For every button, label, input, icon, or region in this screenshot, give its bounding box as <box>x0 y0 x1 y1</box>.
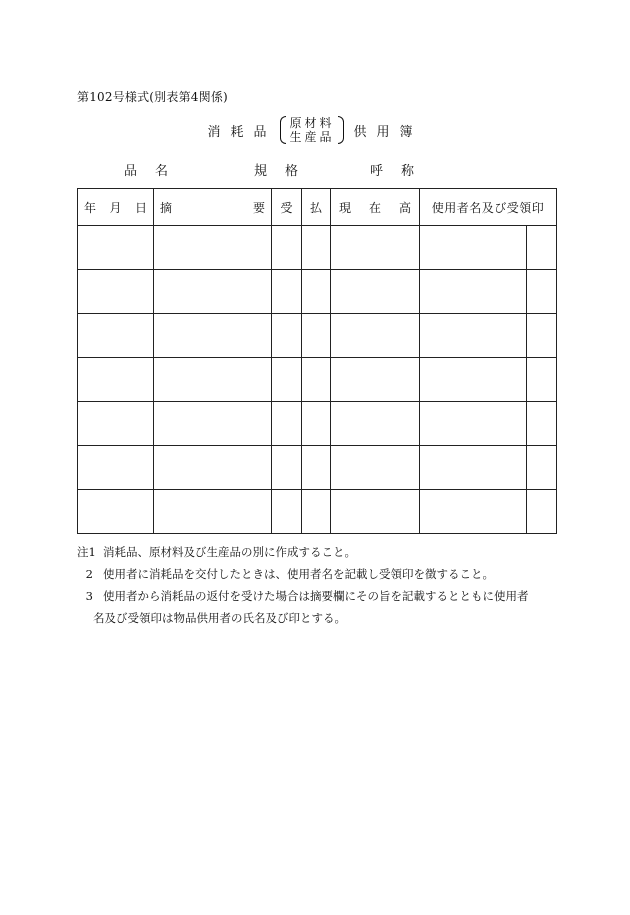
cell-summary[interactable] <box>154 358 272 402</box>
cell-seal[interactable] <box>527 270 557 314</box>
right-brace-icon <box>338 116 344 144</box>
cell-seal[interactable] <box>527 226 557 270</box>
cell-receive[interactable] <box>272 358 302 402</box>
cell-receive[interactable] <box>272 226 302 270</box>
cell-date[interactable] <box>78 402 154 446</box>
cell-receive[interactable] <box>272 490 302 534</box>
spec-label: 規格 <box>254 164 317 179</box>
header-year: 年 <box>84 200 97 215</box>
title-suffix: 供用簿 <box>353 124 423 140</box>
header-summary-1: 摘 <box>160 200 173 215</box>
header-summary-2: 要 <box>252 200 265 215</box>
ledger-body <box>78 226 557 534</box>
cell-summary[interactable] <box>154 402 272 446</box>
cell-current[interactable] <box>331 270 420 314</box>
cell-summary[interactable] <box>154 446 272 490</box>
cell-user-name[interactable] <box>420 314 527 358</box>
cell-date[interactable] <box>78 446 154 490</box>
title-brace-bottom: 生産品 <box>289 130 335 144</box>
cell-current[interactable] <box>331 358 420 402</box>
table-row <box>78 446 557 490</box>
note-2 <box>77 563 567 585</box>
item-name-label: 品名 <box>124 164 187 179</box>
cell-date[interactable] <box>78 226 154 270</box>
cell-receive[interactable] <box>272 402 302 446</box>
title-main: 消耗品 <box>207 124 277 140</box>
designation-label: 呼称 <box>370 164 433 179</box>
cell-seal[interactable] <box>527 446 557 490</box>
header-current-3: 高 <box>398 200 411 215</box>
cell-current[interactable] <box>331 402 420 446</box>
header-date <box>78 189 154 226</box>
notes-section <box>77 541 567 629</box>
cell-pay[interactable] <box>302 226 331 270</box>
cell-date[interactable] <box>78 314 154 358</box>
title-brace-top: 原材料 <box>289 116 335 130</box>
header-user-seal: 使用者名及び受領印 <box>420 189 557 226</box>
cell-seal[interactable] <box>527 314 557 358</box>
title-brace-group <box>280 116 343 144</box>
header-summary <box>154 189 272 226</box>
table-row <box>78 358 557 402</box>
cell-pay[interactable] <box>302 358 331 402</box>
note-text: 使用者に消耗品を交付したときは、使用者名を記載し受領印を徴すること。 <box>103 567 494 581</box>
cell-user-name[interactable] <box>420 490 527 534</box>
note-number: 注1 <box>77 545 96 559</box>
note-3-continuation: 名及び受領印は物品供用者の氏名及び印とする。 <box>93 611 346 625</box>
cell-date[interactable] <box>78 358 154 402</box>
cell-pay[interactable] <box>302 490 331 534</box>
cell-user-name[interactable] <box>420 358 527 402</box>
header-current <box>331 189 420 226</box>
cell-current[interactable] <box>331 226 420 270</box>
header-day: 日 <box>134 200 147 215</box>
cell-receive[interactable] <box>272 314 302 358</box>
table-row <box>78 270 557 314</box>
cell-receive[interactable] <box>272 446 302 490</box>
cell-receive[interactable] <box>272 270 302 314</box>
note-number: 2 <box>85 567 93 581</box>
cell-current[interactable] <box>331 314 420 358</box>
table-row <box>78 490 557 534</box>
cell-summary[interactable] <box>154 226 272 270</box>
cell-user-name[interactable] <box>420 226 527 270</box>
note-number: 3 <box>85 589 93 603</box>
note-text: 消耗品、原材料及び生産品の別に作成すること。 <box>103 545 356 559</box>
cell-seal[interactable] <box>527 490 557 534</box>
header-row <box>78 189 557 226</box>
cell-pay[interactable] <box>302 446 331 490</box>
header-current-1: 現 <box>339 200 352 215</box>
cell-current[interactable] <box>331 490 420 534</box>
note-3 <box>77 585 567 607</box>
cell-seal[interactable] <box>527 402 557 446</box>
cell-summary[interactable] <box>154 490 272 534</box>
cell-seal[interactable] <box>527 358 557 402</box>
form-number: 第102号様式(別表第4関係) <box>77 90 228 104</box>
ledger-table <box>77 188 557 534</box>
table-row <box>78 226 557 270</box>
ledger-title <box>0 116 630 144</box>
cell-user-name[interactable] <box>420 402 527 446</box>
left-brace-icon <box>280 116 286 144</box>
cell-user-name[interactable] <box>420 446 527 490</box>
cell-summary[interactable] <box>154 270 272 314</box>
cell-current[interactable] <box>331 446 420 490</box>
cell-pay[interactable] <box>302 314 331 358</box>
note-text: 使用者から消耗品の返付を受けた場合は摘要欄にその旨を記載するとともに使用者 <box>103 589 529 603</box>
note-1 <box>77 541 567 563</box>
cell-summary[interactable] <box>154 314 272 358</box>
header-current-2: 在 <box>368 200 381 215</box>
table-row <box>78 314 557 358</box>
table-row <box>78 402 557 446</box>
cell-pay[interactable] <box>302 270 331 314</box>
header-pay: 払 <box>302 189 331 226</box>
header-receive: 受 <box>272 189 302 226</box>
cell-date[interactable] <box>78 490 154 534</box>
cell-date[interactable] <box>78 270 154 314</box>
header-month: 月 <box>109 200 122 215</box>
cell-pay[interactable] <box>302 402 331 446</box>
cell-user-name[interactable] <box>420 270 527 314</box>
